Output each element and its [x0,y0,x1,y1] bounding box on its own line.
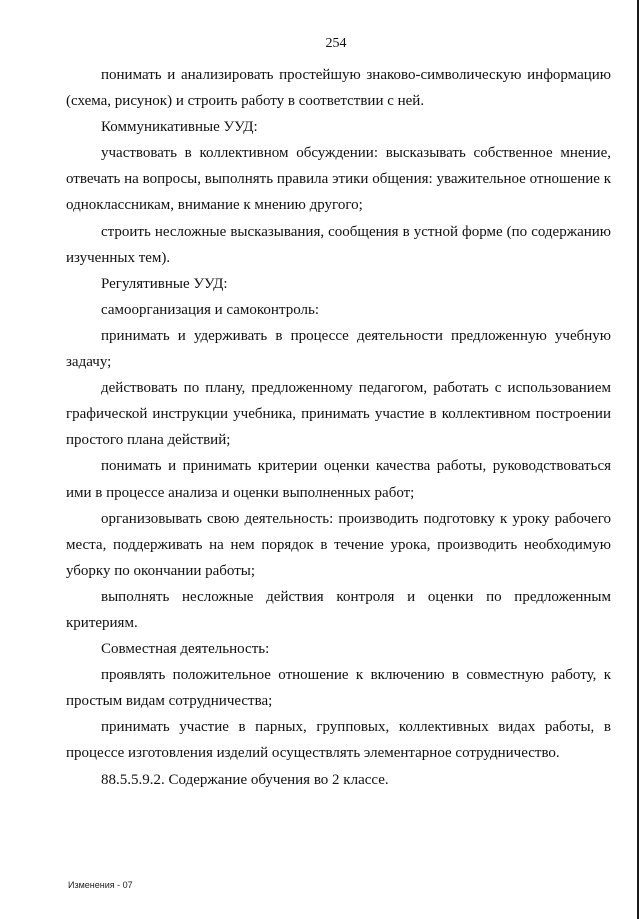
paragraph-symbolic-info: понимать и анализировать простейшую знаково-символическую информацию (схема, рисунок) и строить работу в соответствии с ней. [66,67,611,110]
heading-communicative-uud: Коммуникативные УУД: [101,119,258,136]
paragraph-accept-task: принимать и удерживать в процессе деятельности предложенную учебную задачу; [66,327,611,371]
paragraph-act-by-plan: действовать по плану, предложенному педагогом, работать с использованием графической инструкции учебника, принимать участие в коллективном построении простого плана действий; [66,380,611,449]
paragraph-discussion: участвовать в коллективном обсуждении: высказывать собственное мнение, отвечать на вопросы, выполнять правила этики общения: уважительное отношение к одноклассникам, внимание к мнению другого; [66,145,611,214]
section-heading-grade-2: 88.5.5.9.2. Содержание обучения во 2 классе. [101,771,389,788]
footer-revision-note: Изменения - 07 [68,880,133,890]
paragraph-group-work: принимать участие в парных, групповых, коллективных видах работы, в процессе изготовления изделий осуществлять элементарное сотрудничество. [66,719,611,762]
paragraph-control-actions: выполнять несложные действия контроля и оценки по предложенным критериям. [66,588,611,631]
paragraph-organize-activity: организовывать свою деятельность: производить подготовку к уроку рабочего места, поддерживать на нем порядок в течение урока, производить необходимую уборку по окончании работы; [66,510,611,579]
page-number: 254 [325,36,347,51]
paragraph-statements: строить несложные высказывания, сообщения в устной форме (по содержанию изученных тем). [66,223,611,266]
document-body [66,62,611,793]
paragraph-self-organization: самоорганизация и самоконтроль: [101,301,319,318]
paragraph-positive-attitude: проявлять положительное отношение к включению в совместную работу, к простым видам сотрудничества; [66,667,611,710]
paragraph-quality-criteria: понимать и принимать критерии оценки качества работы, руководствоваться ими в процессе анализа и оценки выполненных работ; [66,458,611,501]
heading-joint-activity: Совместная деятельность: [101,641,270,658]
heading-regulative-uud: Регулятивные УУД: [101,275,228,292]
page-edge-line [637,0,639,919]
